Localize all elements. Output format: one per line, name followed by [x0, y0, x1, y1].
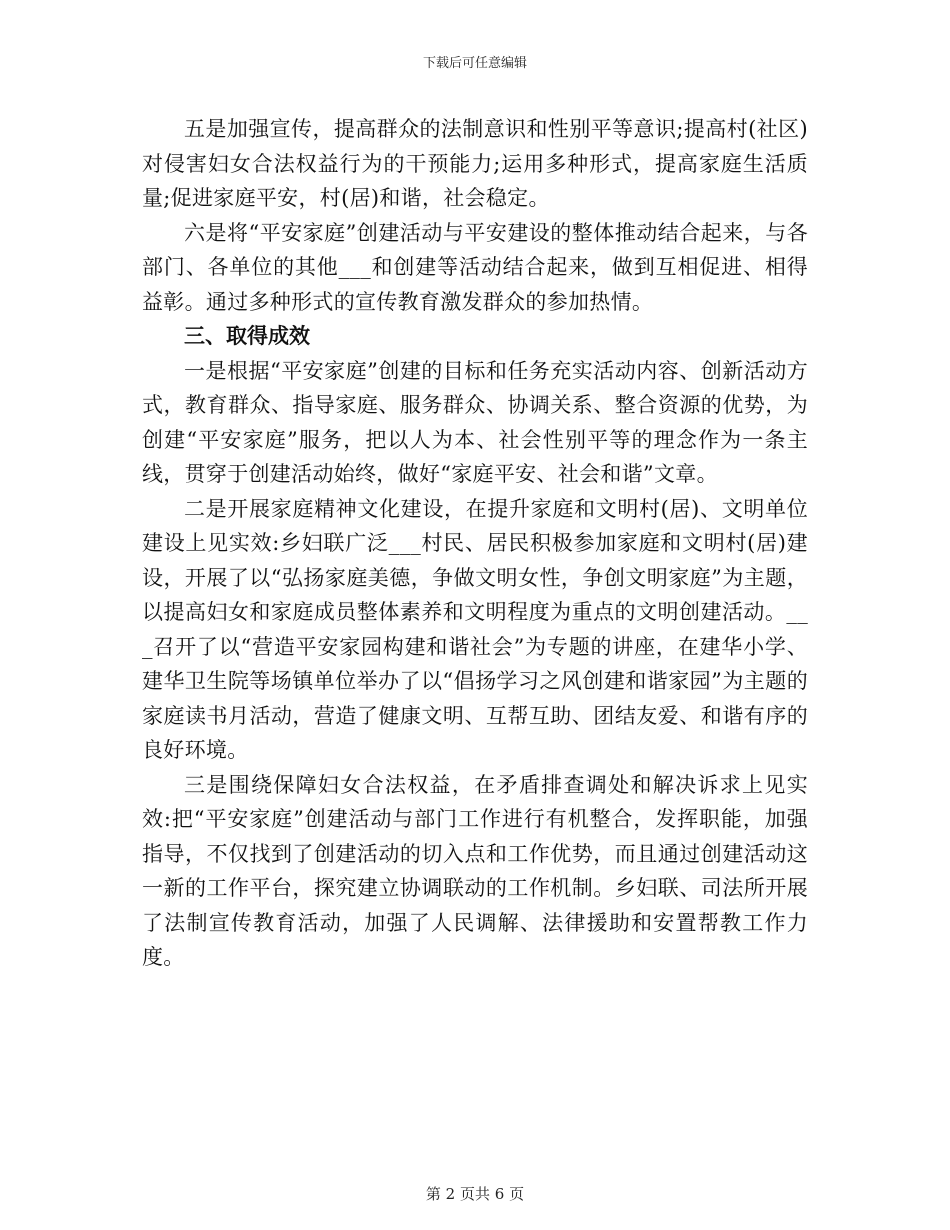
section-heading-results: 三、取得成效 — [184, 323, 310, 348]
paragraph-5: 五是加强宣传，提高群众的法制意识和性别平等意识;提高村(社区)对侵害妇女合法权益行为的干预能力;运用多种形式，提高家庭生活质量;促进家庭平安，村(居)和谐，社会稳定。 — [142, 117, 808, 210]
paragraph-result-1: 一是根据“平安家庭”创建的目标和任务充实活动内容、创新活动方式，教育群众、指导家庭、服务群众、协调关系、整合资源的优势，为创建“平安家庭”服务，把以人为本、社会性别平等的理念作为一条主线，贯穿于创建活动始终，做好“家庭平安、社会和谐”文章。 — [142, 358, 808, 486]
page-footer: 第 2 页共 6 页 — [425, 1185, 525, 1203]
paragraph-6: 六是将“平安家庭”创建活动与平安建设的整体推动结合起来，与各部门、各单位的其他___和创建等活动结合起来，做到互相促进、相得益彰。通过多种形式的宣传教育激发群众的参加热情。 — [142, 220, 808, 314]
document-body — [142, 112, 808, 975]
page-header: 下载后可任意编辑 — [422, 56, 527, 71]
paragraph-result-3: 三是围绕保障妇女合法权益，在矛盾排查调处和解决诉求上见实效:把“平安家庭”创建活动与部门工作进行有机整合，发挥职能，加强指导，不仅找到了创建活动的切入点和工作优势，而且通过创建活动这一新的工作平台，探究建立协调联动的工作机制。乡妇联、司法所开展了法制宣传教育活动，加强了人民调解、法律援助和安置帮教工作力度。 — [142, 772, 808, 969]
paragraph-result-2: 二是开展家庭精神文化建设，在提升家庭和文明村(居)、文明单位建设上见实效:乡妇联广泛___村民、居民积极参加家庭和文明村(居)建设，开展了以“弘扬家庭美德，争做文明女性，争创文明家庭”为主题，以提高妇女和家庭成员整体素养和文明程度为重点的文明创建活动。___召开了以“营造平安家园构建和谐社会”为专题的讲座，在建华小学、建华卫生院等场镇单位举办了以“倡扬学习之风创建和谐家园”为主题的家庭读书月活动，营造了健康文明、互帮互助、团结友爱、和谐有序的良好环境。 — [142, 496, 808, 762]
